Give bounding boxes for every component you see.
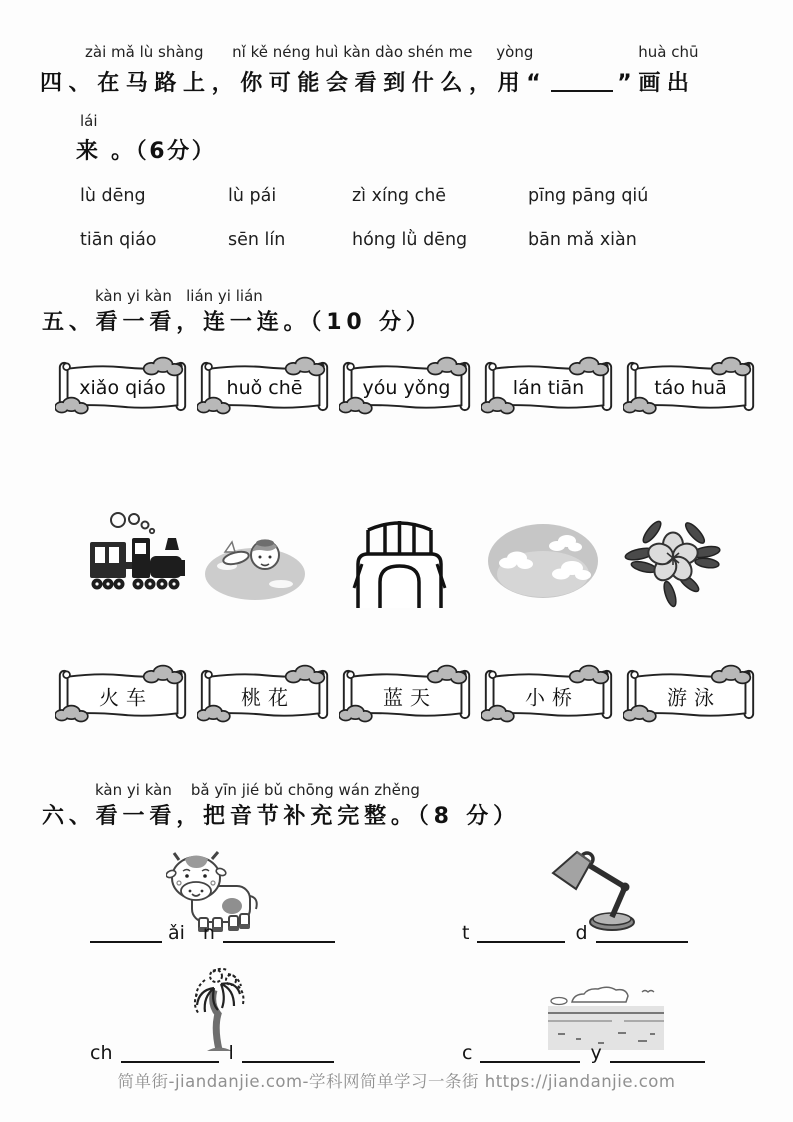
banner-label: 蓝天 [383,685,437,710]
syllable-blank [121,1061,219,1063]
syllable-part: l [228,1042,234,1064]
banner-label: 小桥 [525,685,579,710]
word-lu-deng: lù dēng [80,186,146,206]
q4-heading-line2: 来 。（6分） [76,139,217,164]
word-ban-ma-xian: bān mǎ xiàn [528,230,637,250]
q4-heading-prefix: 四、在马路上，你可能会看到什么，用“ [40,71,548,96]
banner-label: xiǎo qiáo [79,377,166,400]
banner-label: huǒ chē [226,377,303,400]
q6-pinyin-line: kàn yi kàn bǎ yīn jié bǔ chōng wán zhěng [95,781,420,799]
scroll-banner [623,354,758,420]
syllable-blank [242,1061,334,1063]
q5-hanzi-banner-row [55,662,758,728]
banner-label: 游泳 [667,685,721,710]
q4-pinyin-lai: lái [80,112,98,130]
word-hong-lv-deng: hóng lǜ dēng [352,230,468,250]
q5-pinyin-line: kàn yi kàn lián yi lián [95,287,263,305]
word-zi-xing-che: zì xíng chē [352,186,447,206]
syllable-part: y [590,1042,602,1064]
banner-label: 火车 [99,685,153,710]
scroll-banner [339,662,474,728]
q6-answer-row-2-left [90,1042,334,1064]
word-sen-lin: sēn lín [228,230,286,250]
arch-bridge-image [352,504,447,614]
banner-label: lán tiān [512,377,585,400]
banner-label: yóu yǒng [362,377,451,400]
scroll-banner [339,354,474,420]
q6-answer-row-1-left [90,922,335,944]
sky-with-clouds-image [487,522,599,606]
syllable-blank [596,941,688,943]
q5-heading: 五、看一看，连一连。（10 分） [42,310,433,335]
syllable-blank [480,1061,580,1063]
scroll-banner [197,662,332,728]
scroll-banner [481,662,616,728]
syllable-part: ch [90,1042,113,1064]
scroll-banner [481,354,616,420]
syllable-blank [223,941,335,943]
footer-watermark: 简单街-jiandanjie.com-学科网简单学习一条街 https://jiandanjie.com [117,1072,676,1091]
q5-pinyin-banner-row [55,354,758,420]
syllable-blank [477,941,565,943]
syllable-part: c [462,1042,473,1064]
syllable-blank [610,1061,705,1063]
scroll-banner [197,354,332,420]
q4-word-list [80,186,648,250]
word-tian-qiao: tiān qiáo [80,230,157,250]
syllable-part: d [575,922,588,944]
scroll-banner [55,662,190,728]
q6-heading: 六、看一看，把音节补充完整。（8 分） [42,804,520,829]
word-ping-pang-qiu: pīng pāng qiú [528,186,649,206]
syllable-blank [90,941,162,943]
q6-answer-row-1-right [462,922,688,944]
swimmer-image [203,522,308,608]
banner-label: 桃花 [241,685,295,710]
scroll-banner [55,354,190,420]
word-lu-pai: lù pái [228,186,277,206]
q4-heading-suffix: ”画出 [617,71,696,96]
syllable-part: t [462,922,470,944]
train-image [88,510,188,610]
q4-answer-blank [551,90,613,92]
q4-pinyin-line: zài mǎ lù shàng nǐ kě néng huì kàn dào shén me yòng huà chū [85,43,699,61]
peach-blossom-image [610,510,732,617]
scroll-banner [623,662,758,728]
q6-answer-row-2-right [462,1042,705,1064]
syllable-part: n [202,922,215,944]
banner-label: táo huā [654,377,727,400]
q4-heading [40,66,696,97]
syllable-part: ǎi [168,922,185,944]
